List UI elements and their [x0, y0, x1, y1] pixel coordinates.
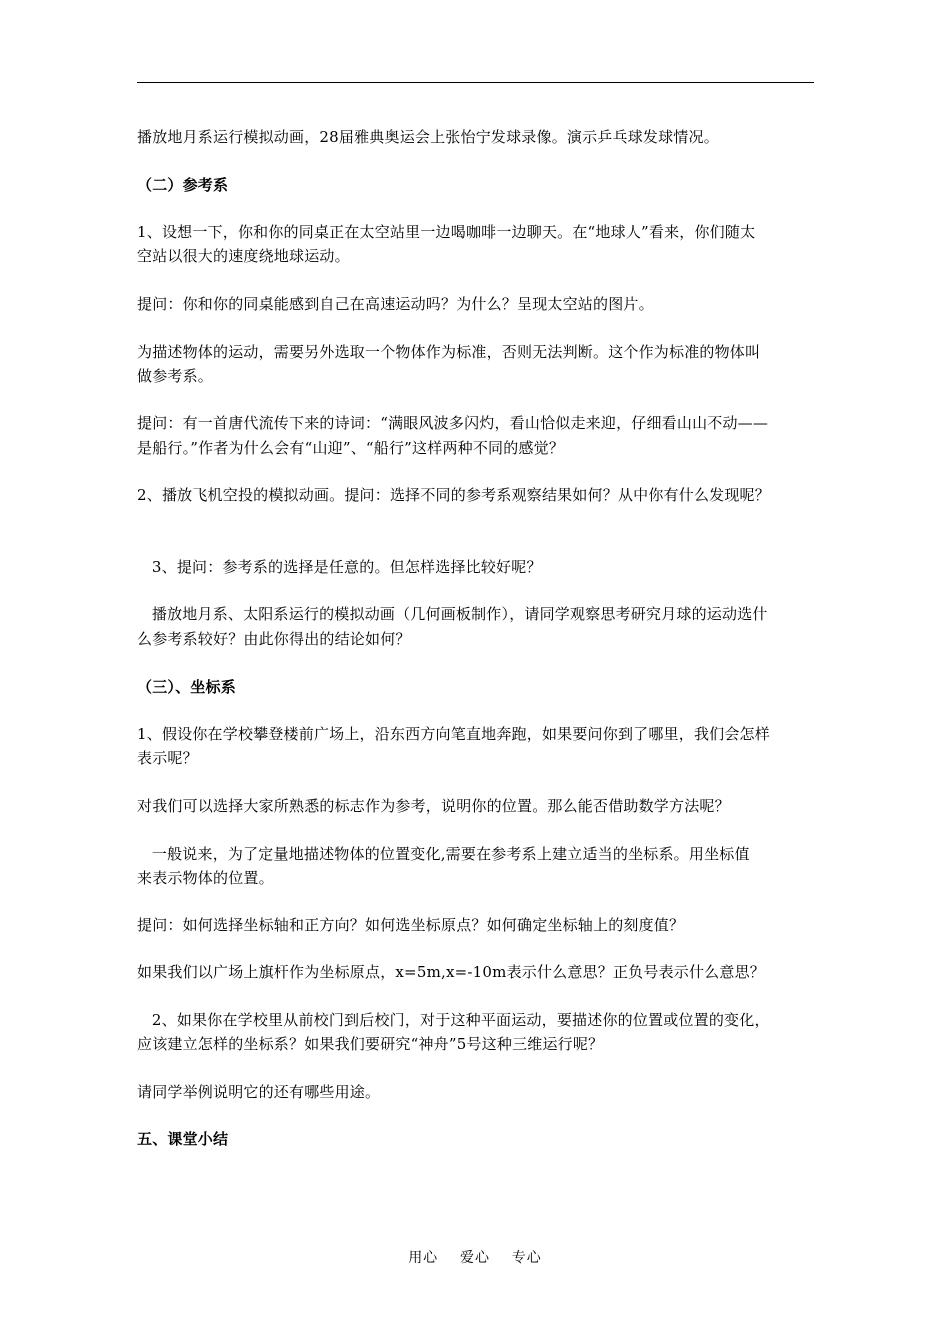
section-heading-reference-frame: （二）参考系: [137, 176, 229, 194]
section-heading-coordinate-system: （三）、坐标系: [137, 678, 236, 696]
text-line: 么参考系较好？由此你得出的结论如何？: [137, 630, 411, 648]
header-rule: [137, 82, 814, 83]
text-line: 为描述物体的运动，需要另外选取一个物体作为标准，否则无法判断。这个作为标准的物体叫: [137, 343, 761, 361]
text-line: 播放地月系运行模拟动画，28届雅典奥运会上张怡宁发球录像。演示乒乓球发球情况。: [137, 128, 719, 146]
text-line: 如果我们以广场上旗杆作为坐标原点，x=5m,x=-10m表示什么意思？正负号表示什么意思？: [137, 963, 765, 981]
text-line: 请同学举例说明它的还有哪些用途。: [137, 1083, 381, 1101]
text-line: 1、假设你在学校攀登楼前广场上，沿东西方向笔直地奔跑，如果要问你到了哪里，我们会怎样: [137, 725, 770, 743]
text-line: 2、播放飞机空投的模拟动画。提问：选择不同的参考系观察结果如何？从中你有什么发现呢？: [137, 486, 770, 504]
text-line: 3、提问：参考系的选择是任意的。但怎样选择比较好呢？: [137, 558, 542, 576]
text-line: 表示呢？: [137, 749, 198, 767]
text-line: 做参考系。: [137, 367, 214, 385]
section-heading-class-summary: 五、课堂小结: [137, 1130, 229, 1148]
text-line: 提问：如何选择坐标轴和正方向？如何选坐标原点？如何确定坐标轴上的刻度值？: [137, 916, 685, 934]
text-line: 一般说来，为了定量地描述物体的位置变化,需要在参考系上建立适当的坐标系。用坐标值: [137, 845, 750, 863]
text-line: 空站以很大的速度绕地球运动。: [137, 247, 350, 265]
text-line: 提问：有一首唐代流传下来的诗词：“满眼风波多闪灼，看山恰似走来迎，仔细看山山不动——: [137, 414, 769, 432]
text-line: 1、设想一下，你和你的同桌正在太空站里一边喝咖啡一边聊天。在“地球人”看来，你们随太: [137, 223, 756, 241]
text-line: 提问：你和你的同桌能感到自己在高速运动吗？为什么？呈现太空站的图片。: [137, 295, 654, 313]
text-line: 是船行。”作者为什么会有“山迎”、“船行”这样两种不同的感觉？: [137, 439, 565, 457]
text-line: 应该建立怎样的坐标系？如果我们要研究“神舟”5号这种三维运行呢？: [137, 1035, 604, 1053]
text-line: 来表示物体的位置。: [137, 869, 274, 887]
text-line: 播放地月系、太阳系运行的模拟动画（几何画板制作），请同学观察思考研究月球的运动选什: [137, 605, 768, 623]
page-footer: 用心 爱心 专心: [408, 1250, 542, 1266]
text-line: 2、如果你在学校里从前校门到后校门，对于这种平面运动，要描述你的位置或位置的变化，: [137, 1011, 770, 1029]
text-line: 对我们可以选择大家所熟悉的标志作为参考，说明你的位置。那么能否借助数学方法呢？: [137, 797, 730, 815]
